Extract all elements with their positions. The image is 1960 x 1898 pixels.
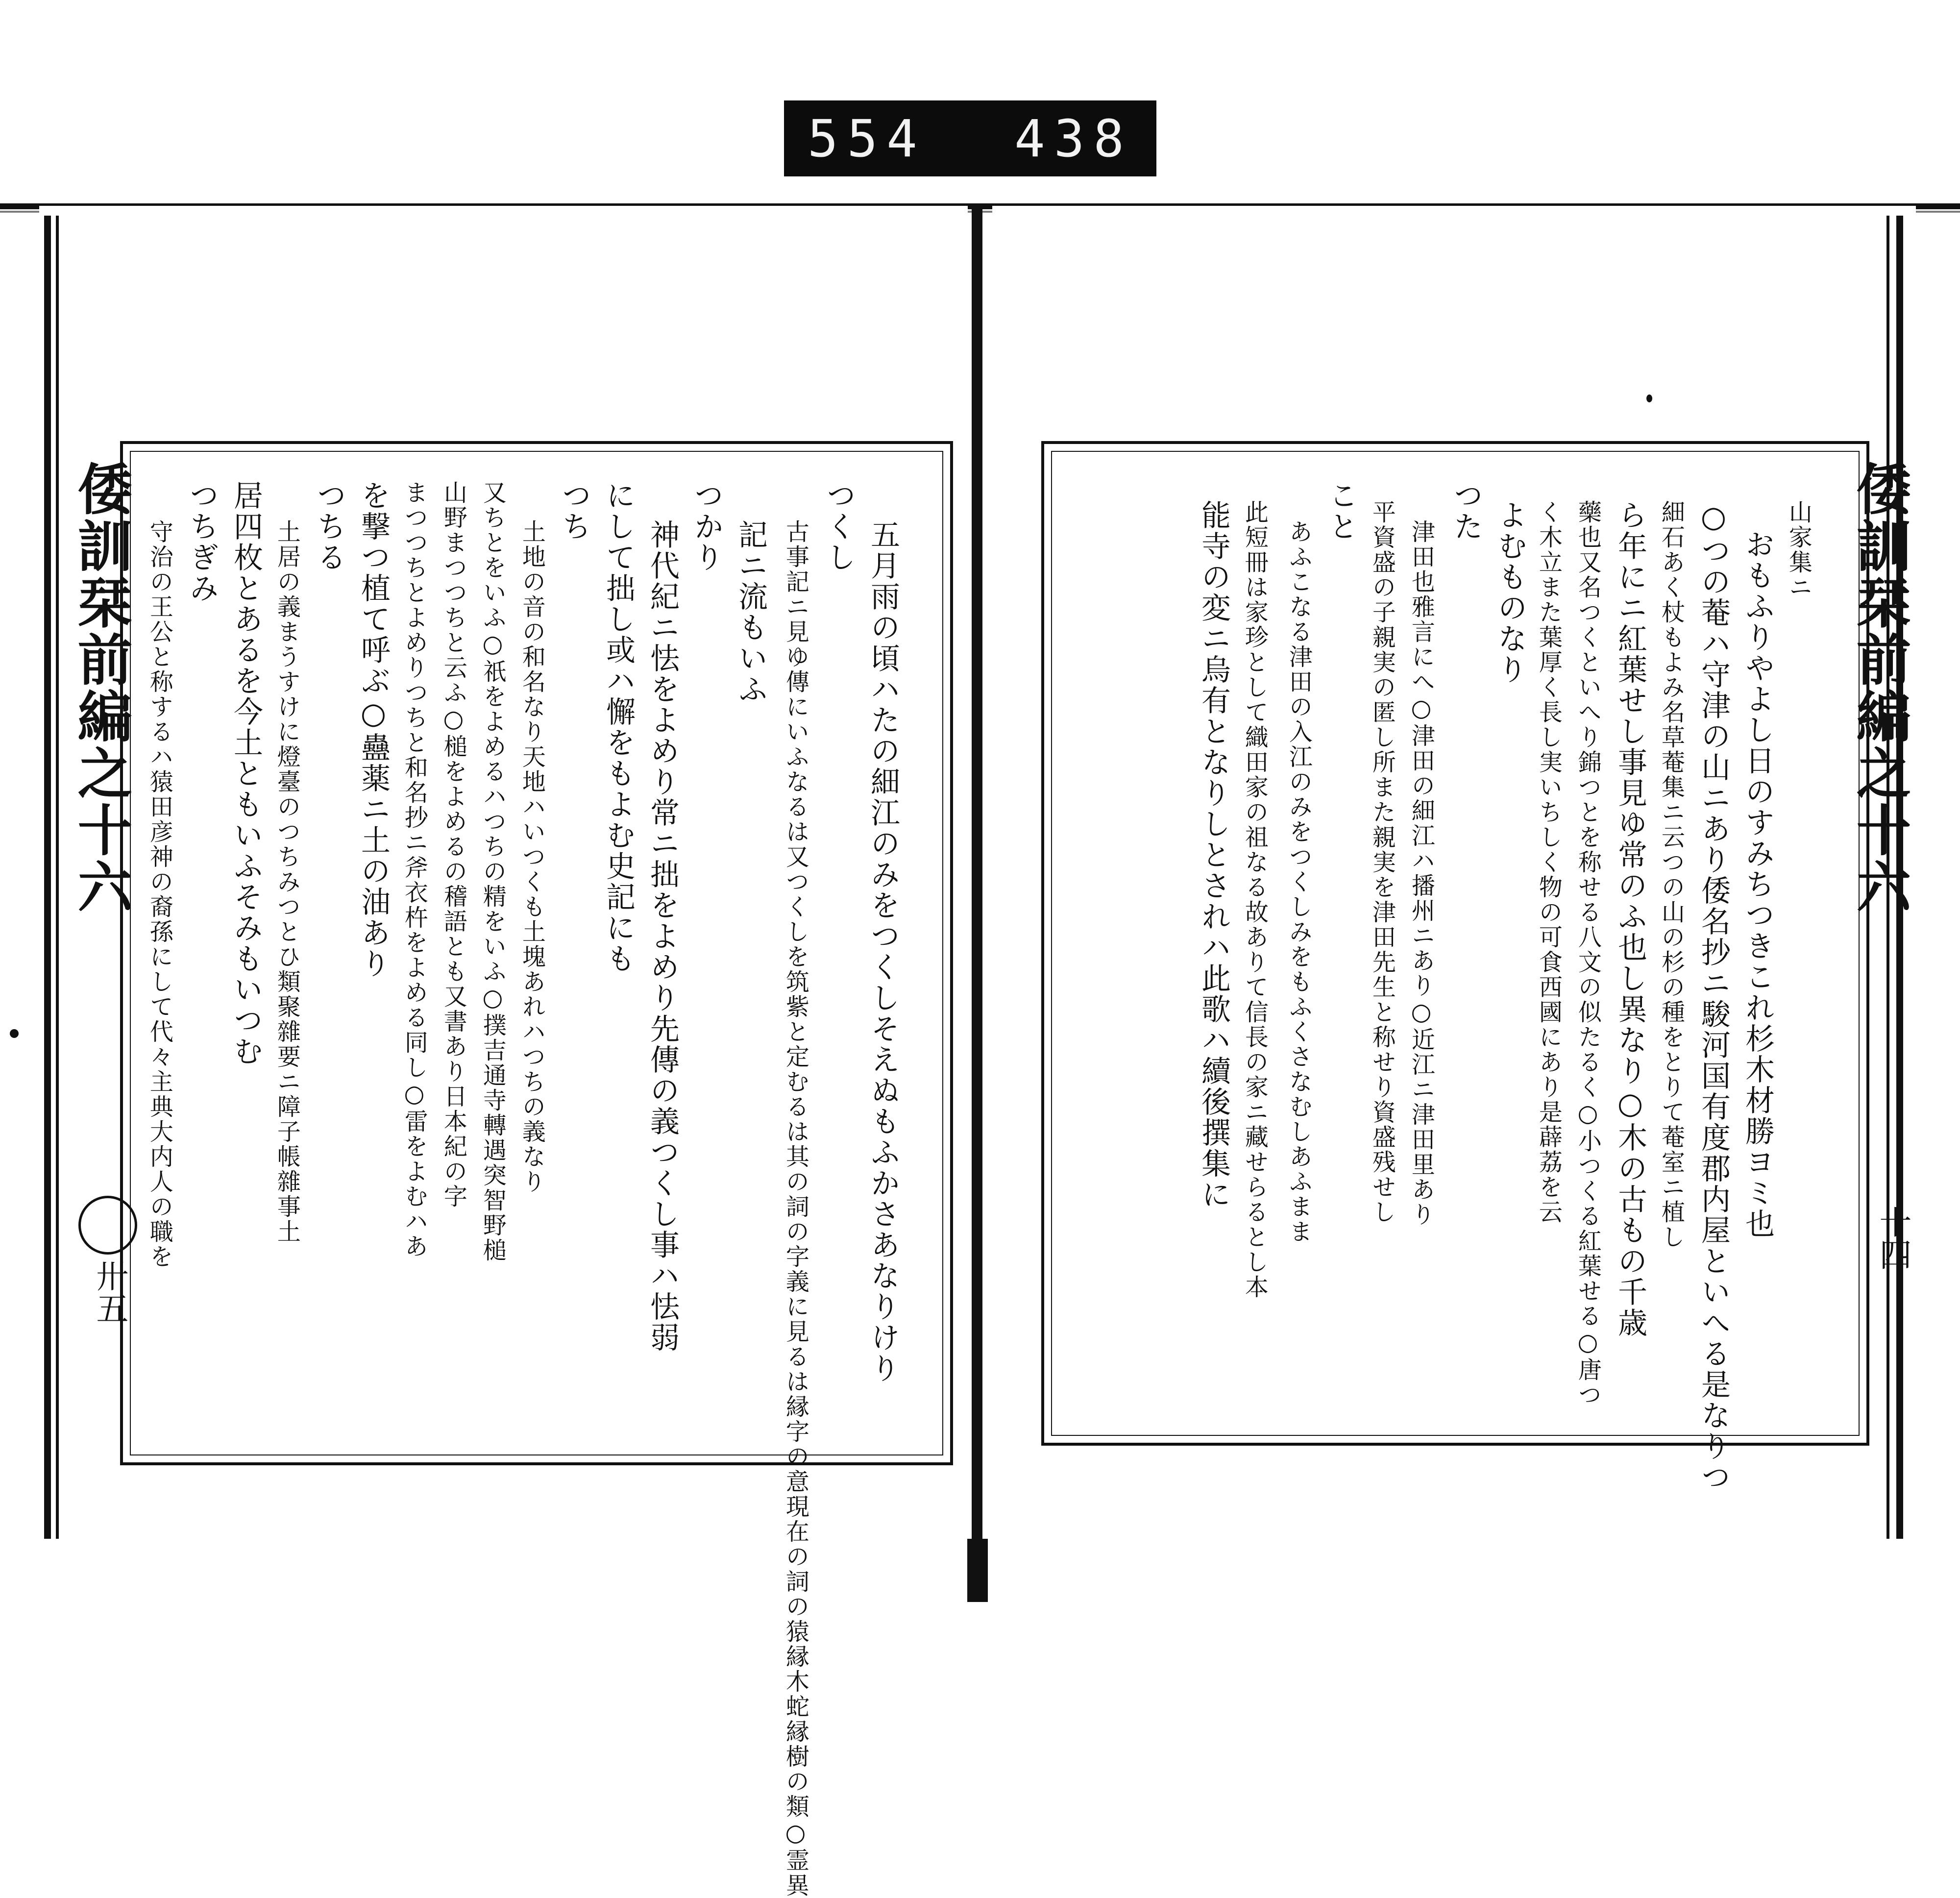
frame-number-right: 438 bbox=[1014, 108, 1133, 169]
text-column: まつつちとよめりつちと和名抄ニ斧衣杵をよめる同し○雷をよむハあ bbox=[400, 480, 428, 1259]
text-column: よむものなり bbox=[1493, 500, 1527, 685]
text-column: 土居の義まうすけに燈臺のつちみつとひ類聚雜要ニ障子帳雜事土 bbox=[273, 519, 301, 1244]
text-column: こと bbox=[1324, 480, 1358, 542]
left-spine-title: 倭訓栞前編之十六 bbox=[69, 461, 133, 915]
text-column: 居四枚とあるを今土ともいふそみもいつむ bbox=[229, 480, 263, 1067]
scan-speck bbox=[1646, 394, 1652, 402]
leaf-circle-mark bbox=[78, 1196, 137, 1255]
text-column: 古事記ニ見ゆ傳にいふなるは又つくしを筑紫と定むるは其の詞の字義に見るは縁字の意現在の詞の猿縁木蛇縁樹の類○霊異 bbox=[782, 519, 809, 1898]
text-column: 能寺の変ニ烏有となりしとされハ此歌ハ續後撰集に bbox=[1197, 500, 1231, 1210]
text-column: おもふりやよし日のすみちつきこれ杉木材勝ヨミ也 bbox=[1740, 529, 1775, 1239]
text-column: 藥也又名つくといへり錦つとを称せる八文の似たるく○小つくる紅葉せる○唐つ bbox=[1574, 500, 1602, 1407]
left-leaf-number: 卅五 bbox=[91, 1259, 128, 1324]
text-column: つちぎみ bbox=[185, 480, 219, 604]
book-gutter bbox=[972, 208, 982, 1576]
right-leaf-number: 十四 bbox=[1874, 1206, 1911, 1270]
text-column: 平資盛の子親実の匿し所また親実を津田先生と称せり資盛残せし bbox=[1368, 500, 1396, 1225]
right-spine-title: 倭訓栞前編之十六 bbox=[1847, 461, 1911, 915]
text-column: を撃つ植て呼ぶ○蠱薬ニ土の油あり bbox=[356, 480, 391, 979]
text-column: つかり bbox=[689, 480, 724, 573]
text-column: つち bbox=[557, 480, 591, 542]
text-column: く木立また葉厚く長し実いちしく物の可食西國にあり是薜荔を云 bbox=[1535, 500, 1563, 1225]
left-page bbox=[39, 206, 968, 1898]
text-column: つた bbox=[1449, 480, 1483, 542]
right-text-frame-inner bbox=[1051, 451, 1860, 1436]
scan-speck bbox=[10, 1029, 19, 1038]
text-column: あふこなる津田の入江のみをつくしみをもふくさなむしあふまま bbox=[1285, 519, 1313, 1244]
text-column: 神代紀ニ怯をよめり常ニ拙をよめり先傳の義つくし事ハ怯弱 bbox=[645, 519, 680, 1353]
text-column: にして拙し或ハ懈をもよむ史記にも bbox=[601, 480, 636, 974]
text-column: 此短冊は家珍として織田家の祖なる故ありて信長の家ニ藏せらるとし本 bbox=[1241, 500, 1269, 1300]
text-column: 山野まつつちと云ふ○槌をよめるの稽語とも又書あり日本紀の字 bbox=[440, 480, 467, 1209]
text-column: つちる bbox=[312, 480, 346, 573]
left-page-edge bbox=[44, 216, 51, 1539]
text-column: ら年にニ紅葉せし事見ゆ常のふ也し異なり○木の古もの千歳 bbox=[1613, 500, 1647, 1338]
text-column: つくし bbox=[822, 480, 856, 573]
text-column: 山家集ニ bbox=[1785, 500, 1813, 600]
text-column: 守治の王公と称するハ猿田彦神の裔孫にして代々主典大内人の職を bbox=[146, 519, 173, 1269]
text-column: 細石あく杖もよみ名草菴集ニ云つの山の杉の種をとりて菴室ニ植し bbox=[1657, 500, 1685, 1250]
right-page bbox=[992, 206, 1916, 1544]
text-column: 記ニ流もいふ bbox=[734, 519, 768, 705]
text-column: ○つの菴ハ守津の山ニあり倭名抄ニ駿河国有度郡内屋といへる是なりつ bbox=[1696, 500, 1731, 1493]
text-column: 津田也雅言にへ○津田の細江ハ播州ニあり○近江ニ津田里あり bbox=[1407, 519, 1435, 1227]
text-column: 土地の音の和名なり天地ハいつくも土塊あれハつちの義なり bbox=[518, 519, 546, 1194]
text-column: 又ちとをいふ○祇をよめるハつちの精をいふ○撲吉通寺轉遇突智野槌 bbox=[479, 480, 507, 1263]
left-page-edge-2 bbox=[56, 216, 59, 1539]
frame-number-left: 554 bbox=[808, 108, 926, 169]
gutter-bottom-block bbox=[967, 1539, 988, 1602]
film-frame-label bbox=[784, 100, 1156, 176]
text-column: 五月雨の頃ハたの細江のみをつくしそえぬもふかさあなりけり bbox=[866, 519, 900, 1384]
